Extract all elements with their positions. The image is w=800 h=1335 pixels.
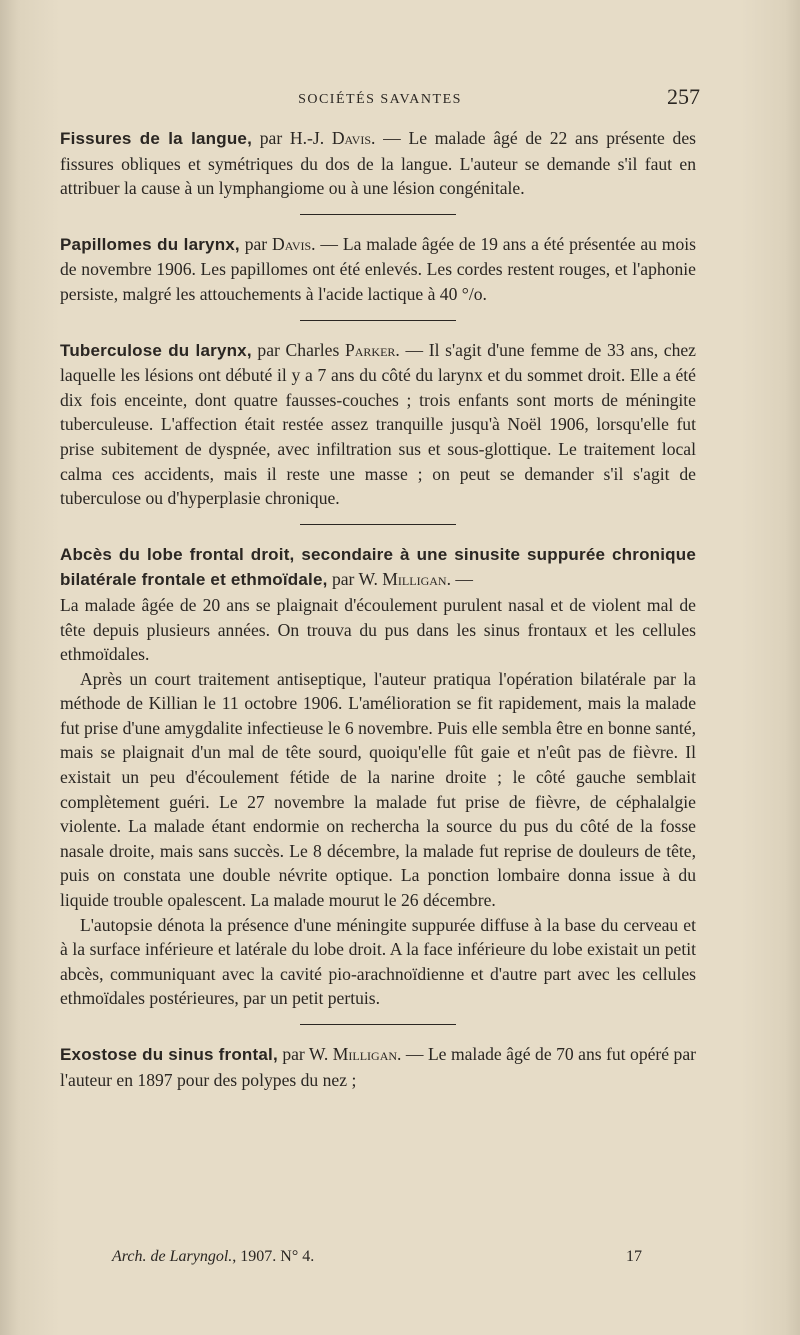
running-title: SOCIÉTÉS SAVANTES xyxy=(298,92,462,107)
article-author: Davis xyxy=(272,233,312,254)
article-author: Davis xyxy=(331,128,372,148)
article-byline: par H.-J. xyxy=(252,128,332,148)
article-title: Fissures de la langue, xyxy=(60,129,252,148)
article-title: Exostose du sinus frontal, xyxy=(60,1045,278,1064)
article-paragraph xyxy=(60,542,696,593)
article-dash: . — xyxy=(446,569,473,590)
article-paragraph xyxy=(60,126,696,201)
article-exostose-sinus-frontal xyxy=(60,1042,696,1092)
article-text: La malade âgée de 19 ans a été présentée au mois de novembre 1906. Les papillomes ont été enlevés. Les cordes restent rouges, et l'aphonie persiste, malgré les attouchements à l'acide lactique à 40 °/o. xyxy=(60,233,696,304)
article-dash: . — xyxy=(397,1044,428,1064)
article-fissures-langue xyxy=(60,126,696,201)
article-paragraph: Après un court traitement antiseptique, l'auteur pratiqua l'opération bilatérale par la méthode de Killian le 11 octobre 1906. L'amélioration se fit rapidement, mais la malade fut prise d'une amygdalite infectieuse le 6 novembre. Puis elle sembla être en bonne santé, mais se plaignait d'un mal de tête sourd, quoiqu'elle fût gaie et n'eût pas de fièvre. Il existait un peu d'écoulement fétide de la narine droite ; le côté gauche semblait complètement guéri. Le 27 novembre la malade fut prise de fièvre, de céphalalgie violente. La malade étant endormie on rechercha la source du pus du côté de la fosse nasale droite, mais sans succès. Le 8 décembre, la malade fut reprise de douleurs de tête, puis on constata une double névrite optique. La ponction lombaire donna issue à du liquide trouble opalescent. La malade mourut le 26 décembre. xyxy=(60,668,696,911)
article-byline: par W. xyxy=(277,1044,333,1064)
page-content xyxy=(60,126,696,1092)
article-dash: . — xyxy=(395,339,429,360)
article-text: Le malade âgé de 70 ans fut opéré par l'auteur en 1897 pour des polypes du nez ; xyxy=(60,1044,696,1090)
article-author: Milligan xyxy=(382,569,447,590)
page-number: 257 xyxy=(667,84,700,109)
section-divider xyxy=(300,524,456,525)
section-divider xyxy=(300,1024,456,1025)
article-author: Parker xyxy=(344,339,396,360)
section-divider xyxy=(300,320,456,321)
article-byline: par xyxy=(239,233,272,254)
article-paragraph: L'autopsie dénota la présence d'une méningite suppurée diffuse à la base du cerveau et à la surface inférieure et latérale du lobe droit. A la face inférieure du lobe existait un petit abcès, communiquant avec la cavité pio-arachnoïdienne et d'autre part avec les cellules ethmoïdales postérieures, par un petit pertuis. xyxy=(60,914,696,1009)
section-divider xyxy=(300,214,456,215)
article-byline: par W. xyxy=(327,569,383,590)
article-title: Tuberculose du larynx, xyxy=(60,340,252,360)
article-title: Papillomes du larynx, xyxy=(60,234,240,254)
article-dash: . — xyxy=(371,128,409,148)
page-header xyxy=(60,84,700,114)
article-text: Le malade âgé de 22 ans présente des fissures obliques et symétriques du dos de la langue. L'auteur se demande s'il faut en attribuer la cause à un lymphangiome ou à une lésion congénitale. xyxy=(60,128,696,199)
article-title: Abcès du lobe frontal droit, secondaire à une sinusite suppurée chronique bilatérale frontale et ethmoïdale, xyxy=(60,544,696,590)
article-byline: par Charles xyxy=(251,339,345,360)
page-footer xyxy=(112,1248,642,1270)
article-paragraph xyxy=(60,338,696,511)
journal-issue: , 1907. N° 4. xyxy=(232,1248,315,1265)
article-author: Milligan xyxy=(332,1044,398,1064)
article-paragraph xyxy=(60,1042,696,1092)
article-tuberculose-larynx xyxy=(60,338,696,511)
article-text: Il s'agit d'une femme de 33 ans, chez laquelle les lésions ont débuté il y a 7 ans du côté du larynx et du sommet droit. Elle a été dix fois enceinte, dont quatre fausses-couches ; trois enfants sont morts de méningite tuberculeuse. L'affection était restée assez tranquille jusqu'à Noël 1906, lorsqu'elle fut prise subitement de dyspnée, avec infiltration sus et sous-glottique. Le traitement local calma ces accidents, mais il reste une masse ; on peut se demander s'il s'agit de tuberculose ou d'hyperplasie chronique. xyxy=(60,339,696,509)
article-dash: . — xyxy=(311,233,343,254)
article-papillomes-larynx xyxy=(60,232,696,307)
journal-title: Arch. de Laryngol. xyxy=(112,1248,233,1265)
article-paragraph xyxy=(60,232,696,307)
article-paragraph: La malade âgée de 20 ans se plaignait d'écoulement purulent nasal et de violent mal de tête depuis plusieurs années. On trouva du pus dans les sinus frontaux et les cellules ethmoïdales. xyxy=(60,594,696,665)
article-abces-lobe-frontal xyxy=(60,542,696,1011)
signature-mark: 17 xyxy=(626,1248,642,1265)
